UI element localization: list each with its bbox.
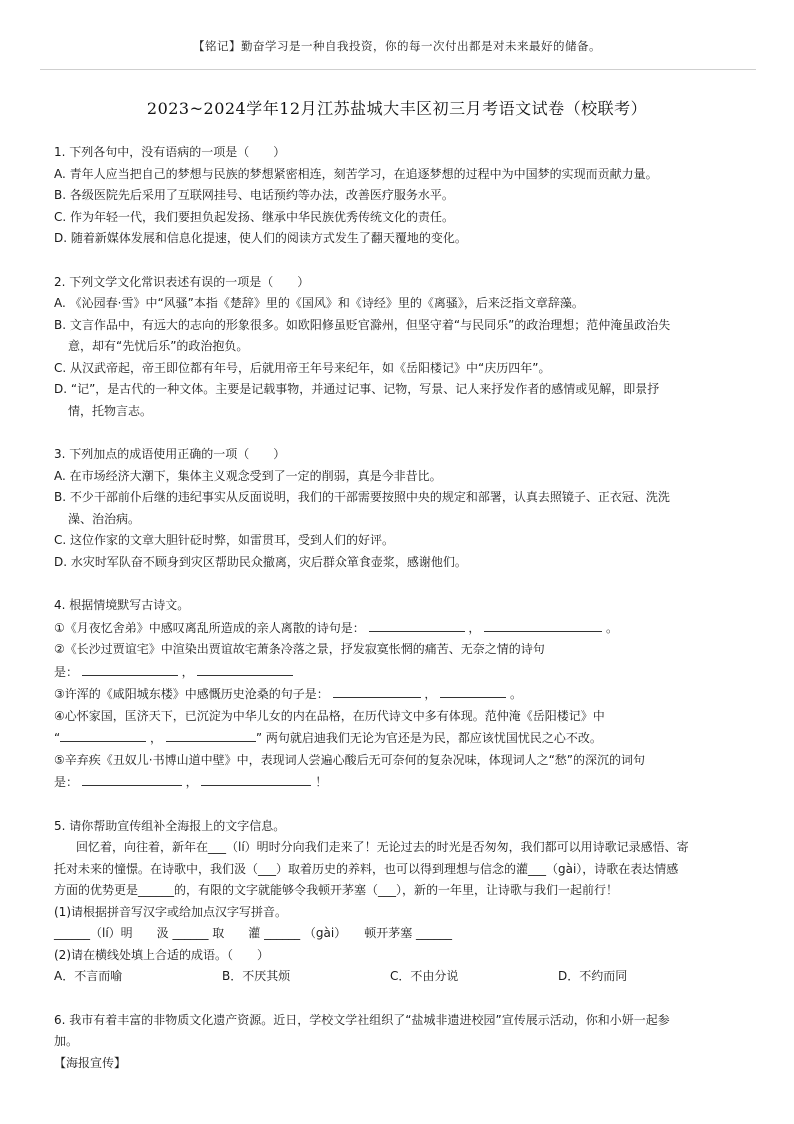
question-1-option-b: B. 各级医院先后采用了互联网挂号、电话预约等办法，改善医疗服务水平。 bbox=[54, 188, 454, 202]
question-1-option-d: D. 随着新媒体发展和信息化提速，使人们的阅读方式发生了翻天覆地的变化。 bbox=[54, 231, 467, 245]
question-3-option-b: B. 不少干部前仆后继的违纪事实从反面说明，我们的干部需要按照中央的规定和部署，认真去照镜子、正衣冠、洗洗 bbox=[54, 490, 670, 504]
question-4-item-3-text: ③许浑的《咸阳城东楼》中感慨历史沧桑的句子是： bbox=[54, 687, 329, 701]
question-4-item-2-cont: 是： ， bbox=[54, 661, 744, 684]
question-4-stem: 4. 根据情境默写古诗文。 bbox=[54, 598, 190, 612]
poster-paragraph-line-2: 托对未来的憧憬。在诗歌中，我们汲（___）取着历史的养料，也可以得到理想与信念的灌___（gài），诗歌在表达情感 bbox=[54, 861, 679, 876]
question-3 bbox=[54, 444, 744, 573]
question-6-stem: 6. 我市有着丰富的非物质文化遗产资源。近日，学校文学社组织了“盐城非遗进校园”宣传展示活动，你和小妍一起参 bbox=[54, 1012, 670, 1027]
question-3-stem: 3. 下列加点的成语使用正确的一项（ ） bbox=[54, 447, 286, 461]
answer-blank[interactable] bbox=[82, 771, 182, 786]
question-2 bbox=[54, 272, 744, 423]
question-4 bbox=[54, 595, 744, 794]
question-4-item-3: ③许浑的《咸阳城东楼》中感慨历史沧桑的句子是： ， 。 bbox=[54, 683, 744, 706]
question-6 bbox=[54, 1010, 744, 1075]
question-3-option-b-cont: 澡、治治病。 bbox=[68, 511, 141, 526]
question-2-option-d-cont: 情，托物言志。 bbox=[68, 403, 153, 418]
choice-d[interactable]: D．不约而同 bbox=[558, 969, 628, 983]
choice-c[interactable]: C．不由分说 bbox=[390, 969, 459, 983]
motto-header: 【铭记】勤奋学习是一种自我投资，你的每一次付出都是对未来最好的储备。 bbox=[193, 39, 601, 53]
header-divider bbox=[40, 69, 756, 70]
exam-content bbox=[54, 142, 744, 1096]
question-5-stem: 5. 请你帮助宣传组补全海报上的文字信息。 bbox=[54, 818, 286, 833]
question-5-choices bbox=[54, 966, 744, 988]
question-3-option-a: A. 在市场经济大潮下，集体主义观念受到了一定的削弱，真是今非昔比。 bbox=[54, 468, 442, 483]
answer-blank[interactable] bbox=[60, 727, 146, 742]
question-4-item-4-cont-text: 两句就启迪我们无论为官还是为民，都应该忧国忧民之心不改。 bbox=[265, 731, 602, 745]
question-1 bbox=[54, 142, 744, 250]
answer-blank[interactable] bbox=[201, 771, 311, 786]
question-4-item-5-cont-text: 是： bbox=[54, 775, 79, 789]
question-4-item-1-text: ①《月夜忆舍弟》中感叹离乱所造成的亲人离散的诗句是： bbox=[54, 620, 365, 635]
poster-section-tag: 【海报宣传】 bbox=[54, 1055, 127, 1070]
question-1-option-a: A. 青年人应当把自己的梦想与民族的梦想紧密相连，刻苦学习，在追逐梦想的过程中为中国梦的实现而贡献力量。 bbox=[54, 166, 658, 181]
choice-b[interactable]: B．不厌其烦 bbox=[222, 969, 291, 983]
question-2-option-a: A. 《沁园春·雪》中“风骚”本指《楚辞》里的《国风》和《诗经》里的《离骚》，后来泛指文章辞藻。 bbox=[54, 296, 584, 310]
answer-blank[interactable] bbox=[484, 617, 602, 632]
answer-blank[interactable] bbox=[369, 617, 465, 632]
choice-a[interactable]: A．不言而喻 bbox=[54, 969, 123, 983]
answer-blank[interactable] bbox=[333, 683, 421, 698]
exam-title: 2023~2024学年12月江苏盐城大丰区初三月考语文试卷（校联考） bbox=[146, 99, 648, 118]
question-2-option-b-cont: 意，却有“先忧后乐”的政治抱负。 bbox=[68, 339, 249, 353]
question-1-option-c: C. 作为年轻一代，我们要担负起发扬、继承中华民族优秀传统文化的责任。 bbox=[54, 209, 455, 224]
question-3-option-c: C. 这位作家的文章大胆针砭时弊，如雷贯耳，受到人们的好评。 bbox=[54, 533, 395, 547]
question-4-item-5: ⑤辛弃疾《丑奴儿·书博山道中壁》中，表现词人尝遍心酸后无可奈何的复杂况味，体现词人之“愁”的深沉的词句 bbox=[54, 752, 646, 767]
question-5-sub-2: (2)请在横线处填上合适的成语。（ ） bbox=[54, 947, 269, 962]
question-4-item-4: ④心怀家国，匡济天下，已沉淀为中华儿女的内在品格，在历代诗文中多有体现。范仲淹《岳阳楼记》中 bbox=[54, 708, 605, 723]
poster-paragraph-line-3: 方面的优势更是______的，有限的文字就能够令我顿开茅塞（___），新的一年里，让诗歌与我们一起前行！ bbox=[54, 883, 619, 897]
question-5-fill-row: ______（lí）明 汲 ______ 取 灌 ______ （gài） 顿开茅塞 ______ bbox=[54, 926, 453, 940]
question-4-item-1: ①《月夜忆舍弟》中感叹离乱所造成的亲人离散的诗句是： ， 。 bbox=[54, 617, 744, 640]
question-1-stem: 1. 下列各句中，没有语病的一项是（ ） bbox=[54, 145, 286, 159]
question-4-item-2: ②《长沙过贾谊宅》中渲染出贾谊故宅萧条冷落之景，抒发寂寞怅惘的痛苦、无奈之情的诗句 bbox=[54, 642, 545, 656]
answer-blank[interactable] bbox=[197, 661, 293, 676]
question-2-option-d: D. “记”，是古代的一种文体。主要是记载事物，并通过记事、记物，写景、记人来抒发作者的感情或见解，即景抒 bbox=[54, 382, 660, 396]
answer-blank[interactable] bbox=[82, 661, 178, 676]
question-2-option-c: C. 从汉武帝起，帝王即位都有年号，后就用帝王年号来纪年，如《岳阳楼记》中“庆历四年”。 bbox=[54, 360, 551, 375]
question-4-item-5-cont: 是： ， ！ bbox=[54, 771, 744, 794]
question-6-stem-cont: 加。 bbox=[54, 1034, 79, 1048]
question-5-sub-1: (1)请根据拼音写汉字或给加点汉字写拼音。 bbox=[54, 904, 287, 919]
poster-paragraph-line-1: 回忆着，向往着，新年在___（lí）明时分向我们走来了！无论过去的时光是否匆匆，我们都可以用诗歌记录感悟、寄 bbox=[76, 840, 689, 854]
question-2-stem: 2. 下列文学文化常识表述有误的一项是（ ） bbox=[54, 274, 310, 289]
answer-blank[interactable] bbox=[166, 727, 256, 742]
answer-blank[interactable] bbox=[440, 683, 506, 698]
question-3-option-d: D. 水灾时军队奋不顾身到灾区帮助民众撤离，灾后群众箪食壶浆，感谢他们。 bbox=[54, 554, 467, 569]
question-4-item-2-cont-text: 是： bbox=[54, 664, 79, 679]
question-5 bbox=[54, 816, 744, 988]
question-4-item-4-cont: “ ， ” 两句就启迪我们无论为官还是为民，都应该忧国忧民之心不改。 bbox=[54, 727, 744, 750]
question-2-option-b: B. 文言作品中，有远大的志向的形象很多。如欧阳修虽贬官滁州，但坚守着“与民同乐”的政治理想；范仲淹虽政治失 bbox=[54, 317, 671, 332]
